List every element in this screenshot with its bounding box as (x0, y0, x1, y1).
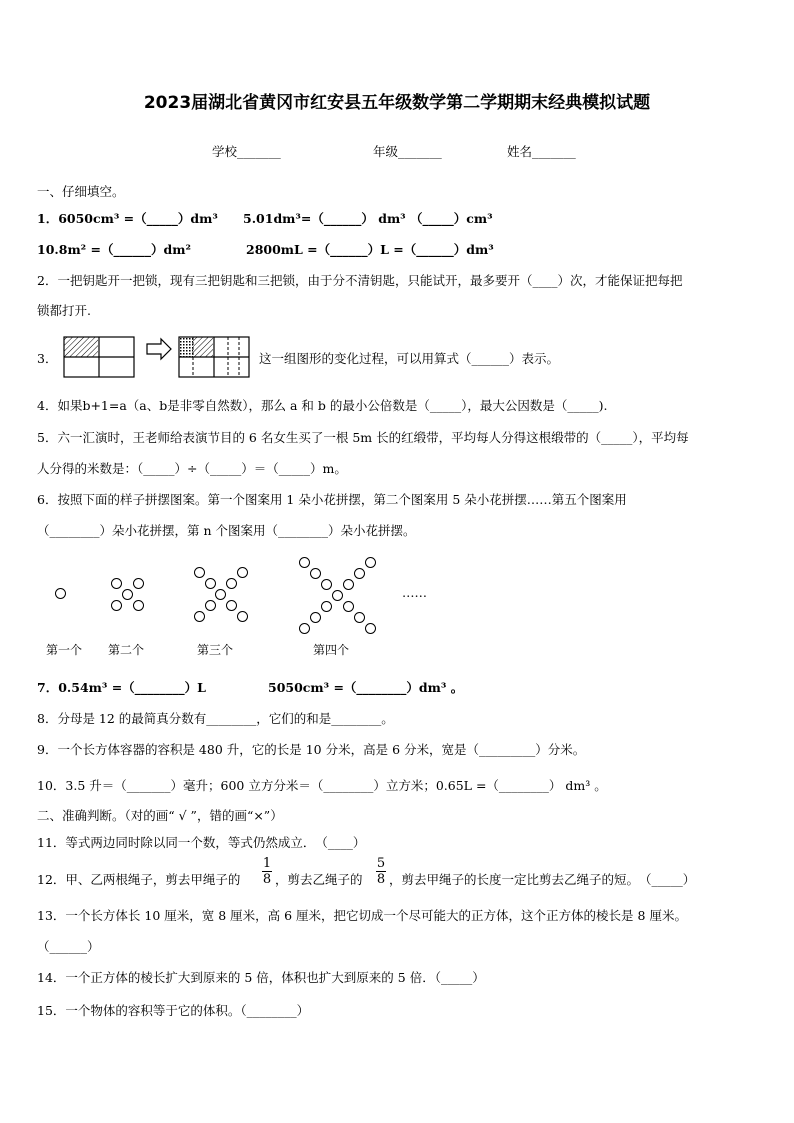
question-11: 11．等式两边同时除以同一个数，等式仍然成立． （____） (37, 835, 366, 850)
question-6-line2: （________）朵小花拼摆，第 n 个图案用（________）朵小花拼摆。 (37, 523, 416, 538)
question-13-line2: （______） (37, 939, 100, 954)
question-13-line1: 13．一个长方体长 10 厘米，宽 8 厘米，高 6 厘米，把它切成一个尽可能大的正方体，这个正方体的棱长是 8 厘米。 (37, 908, 687, 923)
question-12-part3: ，剪去甲绳子的长度一定比剪去乙绳子的短。 （_____） (389, 872, 696, 887)
question-2-line1: 2．一把钥匙开一把锁，现有三把钥匙和三把锁，由于分不清钥匙，只能试开，最多要开（____）次，才能保证把每把 (37, 273, 683, 288)
flower-dot (321, 601, 332, 612)
question-7b: 5050cm³ =（________）dm³ 。 (268, 680, 464, 695)
flower-dot (122, 589, 133, 600)
flower-dot (194, 611, 205, 622)
question-12-part1: 12．甲、乙两根绳子，剪去甲绳子的 (37, 872, 241, 887)
question-2-line2: 锁都打开. (37, 303, 91, 318)
flower-dot (215, 589, 226, 600)
flower-dot (299, 557, 310, 568)
fraction-numerator: 5 (376, 856, 386, 871)
flower-dot (111, 578, 122, 589)
flower-dot (226, 578, 237, 589)
question-3-number: 3． (37, 351, 58, 366)
flower-dot (55, 588, 66, 599)
question-5-line1: 5．六一汇演时，王老师给表演节目的 6 名女生买了一根 5m 长的红缎带，平均每人分得这根缎带的（_____），平均每 (37, 430, 689, 445)
page-title: 2023届湖北省黄冈市红安县五年级数学第二学期期末经典模拟试题 (143, 93, 651, 113)
flower-dot (226, 600, 237, 611)
fraction-numerator: 1 (262, 856, 272, 871)
school-field: 学校_______ (212, 144, 281, 159)
question-9: 9．一个长方体容器的容积是 480 升，它的长是 10 分米，高是 6 分米，宽是（_________）分米。 (37, 742, 586, 757)
fraction-denominator: 8 (262, 872, 272, 887)
question-1b: 5.01dm³=（______） dm³ （_____）cm³ (243, 211, 493, 226)
caption-first: 第一个 (46, 643, 83, 657)
flower-dot (205, 578, 216, 589)
flower-dot (310, 612, 321, 623)
arrow-icon (147, 339, 171, 359)
fraction-one-eighth (262, 856, 272, 887)
flower-dot (205, 600, 216, 611)
flower-dot (321, 579, 332, 590)
flower-dot (343, 601, 354, 612)
flower-dot (354, 612, 365, 623)
question-1c: 10.8m² =（______）dm² (37, 242, 191, 257)
flower-dot (299, 623, 310, 634)
name-field: 姓名_______ (507, 144, 576, 159)
question-7a: 7．0.54m³ =（________）L (37, 680, 206, 695)
caption-third: 第三个 (197, 643, 234, 657)
caption-second: 第二个 (108, 643, 145, 657)
flower-dot (310, 568, 321, 579)
question-3-text: 这一组图形的变化过程，可以用算式（______）表示。 (259, 351, 560, 366)
question-14: 14．一个正方体的棱长扩大到原来的 5 倍，体积也扩大到原来的 5 倍．（_____） (37, 970, 485, 985)
result-rectangle (179, 337, 249, 377)
question-1a: 1．6050cm³ =（_____）dm³ (37, 211, 218, 226)
flower-dot (237, 567, 248, 578)
section-1-heading: 一、仔细填空。 (37, 184, 125, 199)
question-15: 15．一个物体的容积等于它的体积。（________） (37, 1003, 310, 1018)
question-4: 4．如果b+1=a（a、b是非零自然数），那么 a 和 b 的最小公倍数是（_____），最大公因数是（_____). (37, 398, 608, 413)
question-1d: 2800mL =（______）L =（______）dm³ (246, 242, 494, 257)
fraction-denominator: 8 (376, 872, 386, 887)
fraction-five-eighths (376, 856, 386, 887)
flower-dot (343, 579, 354, 590)
question-12-part2: ，剪去乙绳子的 (275, 872, 363, 887)
question-5-line2: 人分得的米数是：（_____）÷（_____）＝（_____）m。 (37, 461, 347, 476)
flower-dot (354, 568, 365, 579)
flower-dot (332, 590, 343, 601)
question-6-line1: 6．按照下面的样子拼摆图案。第一个图案用 1 朵小花拼摆，第二个图案用 5 朵小花拼摆……第五个图案用 (37, 492, 627, 507)
question-10: 10．3.5 升＝（_______）毫升；600 立方分米＝（________）立方米；0.65L =（________） dm³ 。 (37, 778, 607, 793)
flower-dot (194, 567, 205, 578)
section-2-heading: 二、准确判断。（对的画“ √ ”，错的画“×”） (37, 808, 283, 823)
fraction-figure (63, 335, 263, 381)
grade-field: 年级_______ (373, 144, 442, 159)
flower-dot (365, 557, 376, 568)
original-rectangle (64, 337, 134, 377)
flower-dot (133, 600, 144, 611)
flower-dot (111, 600, 122, 611)
caption-fourth: 第四个 (313, 643, 350, 657)
flower-dot (237, 611, 248, 622)
question-8: 8．分母是 12 的最简真分数有________，它们的和是________。 (37, 711, 394, 726)
flower-dot (365, 623, 376, 634)
flower-dot (133, 578, 144, 589)
pattern-ellipsis: …… (402, 585, 427, 600)
